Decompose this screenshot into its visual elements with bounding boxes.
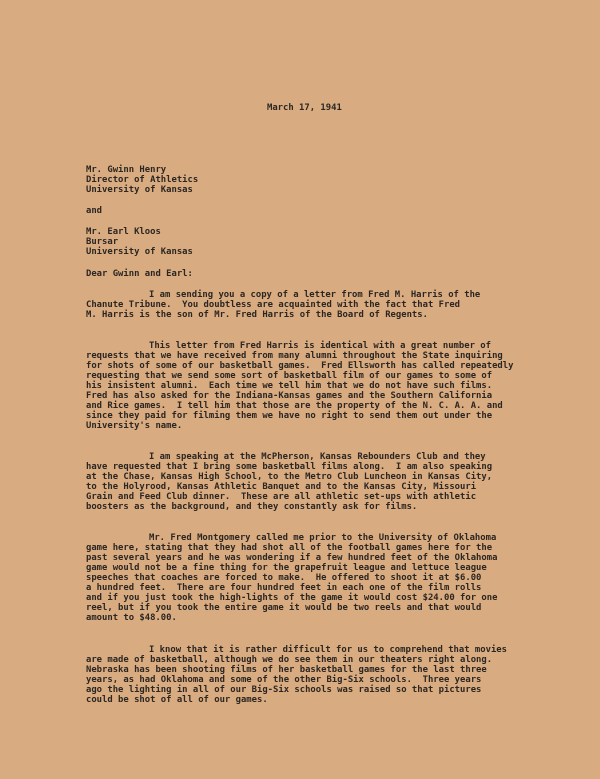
recipient1-line: University of Kansas: [86, 185, 193, 195]
paragraph-line: This letter from Fred Harris is identical with a great number of: [149, 341, 491, 351]
and-line: and: [86, 206, 103, 216]
paragraph-line: game here, stating that they had shot all of the football games here for the: [86, 543, 493, 553]
recipient2-line: Mr. Earl Kloos: [86, 227, 161, 237]
paragraph-line: and Rice games. I tell him that those are the property of the N. C. A. A. and: [86, 401, 503, 411]
paragraph-line: could be shot of all of our games.: [86, 695, 268, 705]
paragraph-line: a hundred feet. There are four hundred feet in each one of the film rolls: [86, 583, 482, 593]
paragraph-line: I am sending you a copy of a letter from Fred M. Harris of the: [149, 290, 481, 300]
paragraph-line: amount to $48.00.: [86, 613, 177, 623]
recipient1-line: Mr. Gwinn Henry: [86, 165, 167, 175]
paragraph-line: requests that we have received from many alumni throughout the State inquiring: [86, 351, 503, 361]
paragraph-line: have requested that I bring some basketball films along. I am also speaking: [86, 462, 493, 472]
paragraph-line: are made of basketball, although we do see them in our theaters right along.: [86, 655, 493, 665]
paragraph-line: for shots of some of our basketball games. Fred Ellsworth has called repeatedly: [86, 361, 514, 371]
paragraph-line: his insistent alumni. Each time we tell him that we do not have such films.: [86, 381, 493, 391]
paragraph-line: boosters as the background, and they constantly ask for films.: [86, 502, 418, 512]
paragraph-line: I know that it is rather difficult for us to comprehend that movies: [149, 645, 507, 655]
paragraph-line: ago the lighting in all of our Big-Six schools was raised so that pictures: [86, 685, 482, 695]
paragraph-line: Nebraska has been shooting films of her basketball games for the last three: [86, 665, 487, 675]
recipient2-line: Bursar: [86, 237, 119, 247]
paragraph-line: speeches that coaches are forced to make. He offered to shoot it at $6.00: [86, 573, 482, 583]
paragraph-line: reel, but if you took the entire game it would be two reels and that would: [86, 603, 482, 613]
paragraph-line: requesting that we send some sort of basketball film of our games to some of: [86, 371, 493, 381]
recipient2-line: University of Kansas: [86, 247, 193, 257]
paragraph-line: University's name.: [86, 421, 183, 431]
paragraph-line: past several years and he was wondering if a few hundred feet of the Oklahoma: [86, 553, 498, 563]
paragraph-line: M. Harris is the son of Mr. Fred Harris of the Board of Regents.: [86, 310, 428, 320]
paragraph-line: game would not be a fine thing for the grapefruit league and lettuce league: [86, 563, 487, 573]
paragraph-line: I am speaking at the McPherson, Kansas Rebounders Club and they: [149, 452, 486, 462]
paragraph-line: since they paid for filming them we have no right to send them out under the: [86, 411, 493, 421]
paragraph-line: Mr. Fred Montgomery called me prior to the University of Oklahoma: [149, 533, 497, 543]
paragraph-line: at the Chase, Kansas High School, to the Metro Club Luncheon in Kansas City,: [86, 472, 493, 482]
recipient1-line: Director of Athletics: [86, 175, 199, 185]
letter-date: March 17, 1941: [267, 103, 342, 113]
paragraph-line: Fred has also asked for the Indiana-Kansas games and the Southern California: [86, 391, 493, 401]
paragraph-line: to the Holyrood, Kansas Athletic Banquet and to the Kansas City, Missouri: [86, 482, 477, 492]
paragraph-line: Grain and Feed Club dinner. These are all athletic set-ups with athletic: [86, 492, 477, 502]
paragraph-line: years, as had Oklahoma and some of the other Big-Six schools. Three years: [86, 675, 482, 685]
paragraph-line: and if you just took the high-lights of the game it would cost $24.00 for one: [86, 593, 498, 603]
paragraph-line: Chanute Tribune. You doubtless are acquainted with the fact that Fred: [86, 300, 461, 310]
salutation: Dear Gwinn and Earl:: [86, 269, 193, 279]
